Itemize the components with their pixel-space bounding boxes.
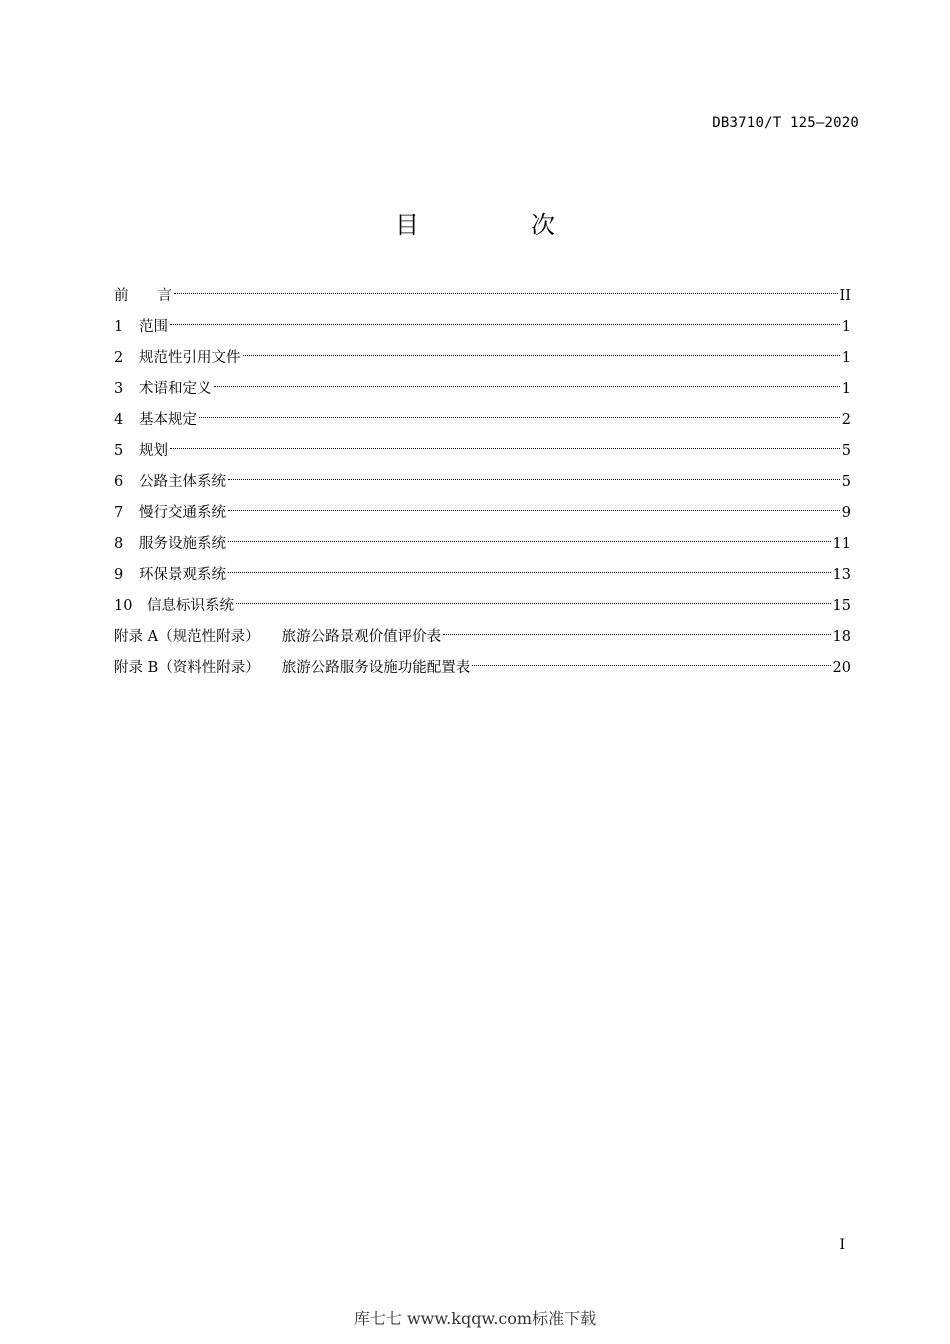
toc-label: 基本规定: [139, 412, 197, 428]
toc-leader-dots: [472, 665, 830, 666]
toc-entry-1[interactable]: [114, 314, 851, 345]
toc-entry-6[interactable]: [114, 469, 851, 500]
toc-leader-dots: [228, 541, 831, 542]
toc-label: 旅游公路服务设施功能配置表: [281, 660, 471, 676]
toc-page-number: 5: [841, 443, 851, 459]
toc-entry-8[interactable]: [114, 531, 851, 562]
toc-page-number: 20: [832, 660, 851, 676]
toc-leader-dots: [170, 448, 840, 449]
toc-entry-10[interactable]: [114, 593, 851, 624]
toc-annex-label: 附录 A（规范性附录）: [114, 629, 260, 645]
page-title: 目 次: [395, 211, 599, 239]
toc-page-number: 15: [832, 598, 851, 614]
toc-label: 环保景观系统: [139, 567, 226, 583]
toc-label: 规范性引用文件: [139, 350, 241, 366]
toc-entry-7[interactable]: [114, 500, 851, 531]
toc-page-number: II: [839, 288, 851, 304]
standard-code: DB3710/T 125—2020: [712, 115, 859, 131]
toc-leader-dots: [228, 572, 831, 573]
toc-section-number: 2: [114, 350, 124, 366]
toc-page-number: 13: [832, 567, 851, 583]
toc-leader-dots: [228, 479, 840, 480]
toc-page-number: 9: [841, 505, 851, 521]
toc-label: 旅游公路景观价值评价表: [281, 629, 442, 645]
toc-label: 前 言: [114, 288, 172, 304]
toc-page-number: 1: [841, 319, 851, 335]
toc-entry-3[interactable]: [114, 376, 851, 407]
toc-page-number: 5: [841, 474, 851, 490]
toc-section-number: 7: [114, 505, 124, 521]
toc-entry-9[interactable]: [114, 562, 851, 593]
toc-section-number: 8: [114, 536, 124, 552]
toc-annex-label: 附录 B（资料性附录）: [114, 660, 260, 676]
toc-label: 慢行交通系统: [139, 505, 226, 521]
toc-section-number: 3: [114, 381, 124, 397]
toc-entry-foreword[interactable]: [114, 283, 851, 314]
toc-label: 术语和定义: [139, 381, 212, 397]
toc-label: 信息标识系统: [147, 598, 234, 614]
footer-watermark: 库七七 www.kqqw.com标准下载: [353, 1309, 597, 1328]
toc-entry-5[interactable]: [114, 438, 851, 469]
toc-section-number: 4: [114, 412, 124, 428]
toc-leader-dots: [228, 510, 840, 511]
toc-entry-annex-b[interactable]: [114, 655, 851, 686]
toc-section-number: 9: [114, 567, 124, 583]
toc-page-number: 1: [841, 350, 851, 366]
toc-page-number: 18: [832, 629, 851, 645]
toc-section-number: 6: [114, 474, 124, 490]
toc-page-number: 11: [832, 536, 851, 552]
toc-leader-dots: [170, 324, 840, 325]
page-number: I: [839, 1237, 845, 1253]
toc-section-number: 10: [114, 598, 133, 614]
toc-section-number: 1: [114, 319, 124, 335]
toc-leader-dots: [199, 417, 840, 418]
toc-leader-dots: [236, 603, 831, 604]
toc-entry-2[interactable]: [114, 345, 851, 376]
toc-label: 范围: [139, 319, 168, 335]
toc-leader-dots: [443, 634, 830, 635]
toc-leader-dots: [174, 293, 838, 294]
toc-leader-dots: [214, 386, 840, 387]
table-of-contents: [114, 283, 851, 686]
toc-label: 服务设施系统: [139, 536, 226, 552]
toc-entry-annex-a[interactable]: [114, 624, 851, 655]
toc-entry-4[interactable]: [114, 407, 851, 438]
toc-label: 规划: [139, 443, 168, 459]
toc-label: 公路主体系统: [139, 474, 226, 490]
toc-leader-dots: [243, 355, 840, 356]
toc-section-number: 5: [114, 443, 124, 459]
toc-page-number: 1: [841, 381, 851, 397]
toc-page-number: 2: [841, 412, 851, 428]
